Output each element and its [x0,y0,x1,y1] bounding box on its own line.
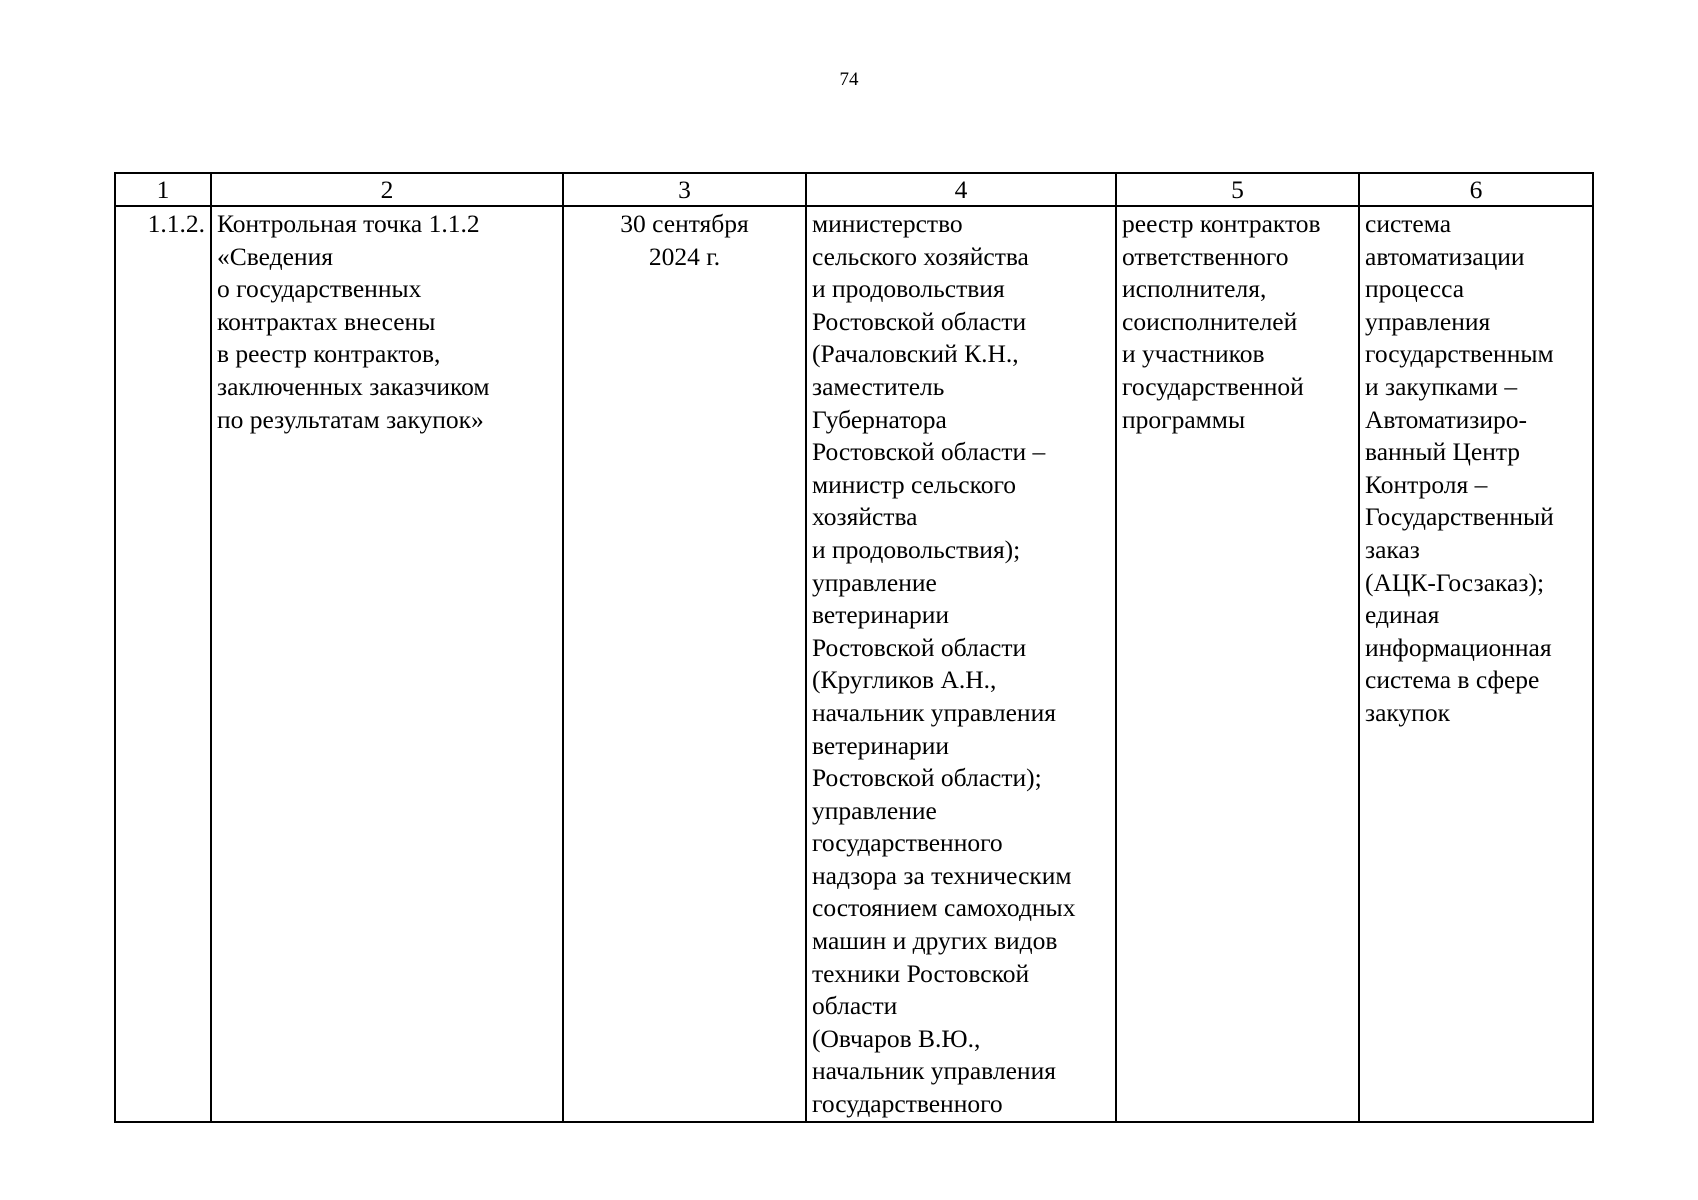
cell-text-line: области [812,991,898,1021]
cell-text-line: реестр контрактов [1122,209,1321,238]
cell-text-line: состоянием самоходных [812,893,1076,923]
cell-text-line: соисполнителей [1122,306,1298,336]
cell-text-line: единая [1365,600,1440,630]
cell-text-line: государственной [1122,371,1304,401]
column-header-1: 1 [115,173,211,206]
cell-text-line: техники Ростовской [812,958,1030,988]
cell-text-line: министр сельского [812,469,1017,499]
row-number: 1.1.2. [147,209,205,238]
cell-text-line: машин и других видов [812,926,1058,956]
cell-text-line: (Овчаров В.Ю., [812,1023,981,1053]
cell-text-line: Государственный [1365,502,1554,532]
cell-text-line: система в сфере [1365,665,1540,695]
cell-text-line: хозяйства [812,502,918,532]
cell-text-line: ответственного [1122,241,1289,271]
cell-text-line: закупок [1365,697,1450,727]
cell-text-line: заказ [1365,534,1420,564]
cell-text-line: Губернатора [812,404,947,434]
cell-text-line: Ростовской области – [812,437,1046,467]
cell-text-line: начальник управления [812,1056,1056,1086]
cell-text-line: и участников [1122,339,1265,369]
control-point-table [114,172,1594,1123]
cell-text-line: государственного [812,828,1003,858]
table-header-row [115,173,1593,206]
cell-text-line: автоматизации [1365,241,1525,271]
cell-text-line: заключенных заказчиком [217,371,490,401]
cell-text-line: управление [812,567,937,597]
cell-text-line: информационная [1365,632,1552,662]
cell-text-line: ветеринарии [812,600,950,630]
cell-text-line: ванный Центр [1365,437,1521,467]
cell-text-line: сельского хозяйства [812,241,1029,271]
document-cell [1116,206,1359,1122]
cell-text-line: 30 сентября [620,209,749,238]
row-number-cell [115,206,211,1122]
cell-text-line: министерство [812,209,963,238]
cell-text-line: управление [812,795,937,825]
column-header-6: 6 [1359,173,1593,206]
cell-text-line: и закупками – [1365,371,1518,401]
cell-text-line: управления [1365,306,1491,336]
cell-text-line: процесса [1365,274,1465,304]
cell-text-line: начальник управления [812,697,1056,727]
page-number: 74 [839,69,859,90]
cell-text-line: надзора за техническим [812,860,1072,890]
cell-text-line: по результатам закупок» [217,404,484,434]
cell-text-line: ветеринарии [812,730,950,760]
cell-text-line: контрактах внесены [217,306,436,336]
responsible-cell [806,206,1116,1122]
cell-text-line: Контрольная точка 1.1.2 [217,209,480,238]
cell-text-line: и продовольствия [812,274,1005,304]
cell-text-line: 2024 г. [648,241,721,271]
cell-text-line: (АЦК-Госзаказ); [1365,567,1545,597]
cell-text-line: (Рачаловский К.Н., [812,339,1019,369]
cell-text-line: система [1365,209,1452,238]
cell-text-line: «Сведения [217,241,333,271]
date-cell [563,206,806,1122]
cell-text-line: о государственных [217,274,422,304]
cell-text-line: государственным [1365,339,1554,369]
cell-text-line: (Кругликов А.Н., [812,665,997,695]
cell-text-line: Контроля – [1365,469,1488,499]
description-cell [211,206,563,1122]
cell-text-line: программы [1122,404,1246,434]
cell-text-line: заместитель [812,371,945,401]
column-header-4: 4 [806,173,1116,206]
cell-text-line: исполнителя, [1122,274,1267,304]
cell-text-line: государственного [812,1089,1003,1119]
table-row [115,206,1593,1122]
cell-text-line: Ростовской области [812,632,1027,662]
cell-text-line: в реестр контрактов, [217,339,441,369]
information-system-cell [1359,206,1593,1122]
column-header-5: 5 [1116,173,1359,206]
cell-text-line: Ростовской области); [812,763,1042,793]
column-header-3: 3 [563,173,806,206]
cell-text-line: Ростовской области [812,306,1027,336]
column-header-2: 2 [211,173,563,206]
cell-text-line: и продовольствия); [812,534,1021,564]
cell-text-line: Автоматизиро- [1365,404,1528,434]
